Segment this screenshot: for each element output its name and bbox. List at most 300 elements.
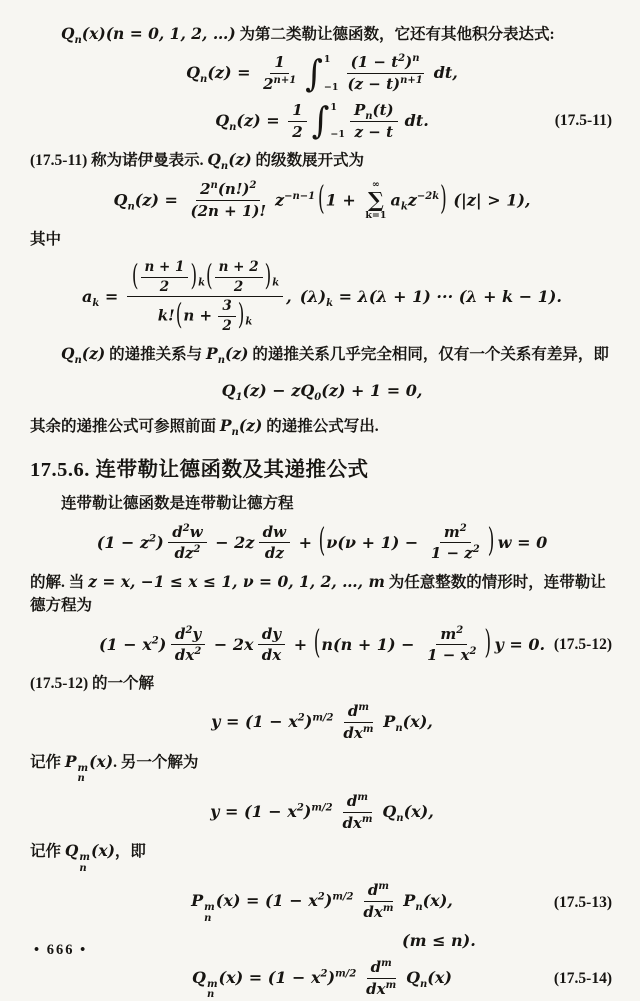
math-text: m xyxy=(443,522,460,541)
denominator xyxy=(230,278,247,296)
display-formula xyxy=(30,53,614,94)
math-text: d xyxy=(175,624,186,643)
formula-math xyxy=(99,625,545,666)
math-text: P xyxy=(206,344,218,364)
text-run: 为任意整数的情形时，连带勒让德方程为 xyxy=(30,574,606,615)
upper-limit: ∞ xyxy=(371,178,380,190)
fraction xyxy=(362,958,400,999)
superscript: m xyxy=(381,958,392,970)
math-text: ) xyxy=(156,532,164,552)
math-text: P xyxy=(353,100,366,119)
math-text: (t) xyxy=(372,100,394,119)
text-run: (17.5-12) 的一个解 xyxy=(30,675,154,693)
math-text: w xyxy=(189,522,203,541)
text-run: 其余的递推公式可参照前面 xyxy=(30,418,220,436)
math-text: y = 0. xyxy=(494,634,546,654)
formula-math xyxy=(221,380,423,404)
superscript: 2 xyxy=(456,624,464,636)
math-text: (z) − zQ xyxy=(242,380,315,400)
subscript: n xyxy=(229,121,237,133)
superscript: 2 xyxy=(182,522,190,534)
math-text: Q xyxy=(406,967,421,987)
math-text: (z) xyxy=(81,344,106,364)
fraction xyxy=(359,881,397,922)
formula-math xyxy=(211,702,433,743)
paragraph xyxy=(30,414,614,438)
math-text: ) xyxy=(324,891,333,911)
math-text: d xyxy=(172,522,183,541)
subscript: k xyxy=(245,316,253,328)
denominator xyxy=(154,297,257,335)
page-number: • 666 • xyxy=(34,942,88,958)
fraction xyxy=(187,180,271,221)
subscript: n xyxy=(231,427,239,439)
sup-sub-stack xyxy=(207,980,218,1001)
math-text: dx xyxy=(366,979,386,998)
display-formula xyxy=(30,259,614,336)
paragraph xyxy=(30,342,614,366)
numerator xyxy=(436,625,467,646)
subscript: n xyxy=(77,773,85,785)
equation-number: (17.5-12) xyxy=(553,635,612,653)
numerator xyxy=(168,523,206,544)
paragraph xyxy=(30,839,614,874)
math-text: y xyxy=(192,624,202,643)
fraction xyxy=(339,702,377,743)
math-text: P xyxy=(403,891,416,911)
numerator xyxy=(344,702,373,723)
subscript: n xyxy=(74,35,82,47)
text-run: 的递推公式写出. xyxy=(262,418,379,436)
sup-sub-stack xyxy=(79,853,90,874)
denominator xyxy=(338,813,376,833)
inline-math xyxy=(207,150,252,173)
numerator xyxy=(127,259,283,298)
superscript: 2 xyxy=(297,712,305,724)
formula-math xyxy=(191,881,453,924)
display-formula xyxy=(30,180,614,222)
superscript: 2 xyxy=(149,532,157,544)
math-text: (x), xyxy=(422,891,453,911)
superscript: m xyxy=(361,813,373,825)
math-text: dx xyxy=(174,646,195,665)
superscript: 2 xyxy=(469,646,477,658)
text-run: (17.5-11) 称为诺伊曼表示. xyxy=(30,152,208,170)
math-text: P xyxy=(219,416,232,436)
subscript: n xyxy=(200,74,208,86)
subscript: n xyxy=(396,812,404,824)
superscript: 2 xyxy=(296,802,304,814)
display-formula xyxy=(30,958,614,1001)
math-text: z − t xyxy=(354,122,394,141)
math-text: 1 + xyxy=(325,189,362,209)
subscript: 1 xyxy=(235,392,243,404)
math-text: d xyxy=(346,791,358,810)
denominator xyxy=(359,902,397,922)
math-text: (x), xyxy=(402,712,433,732)
inline-math xyxy=(64,751,114,785)
superscript: m/2 xyxy=(332,891,354,903)
math-text: n + 1 xyxy=(144,258,185,275)
math-text: Q xyxy=(221,380,236,400)
superscript: 2 xyxy=(249,180,257,192)
numerator xyxy=(350,101,398,122)
equation-number: (17.5-11) xyxy=(554,112,612,129)
numerator xyxy=(258,625,285,646)
superscript: m xyxy=(358,702,369,714)
lower-limit: −1 xyxy=(330,129,345,140)
fraction xyxy=(127,259,283,336)
math-text: 3 xyxy=(222,298,232,315)
math-text: (x) = (1 − x xyxy=(218,967,321,987)
formula-math xyxy=(215,101,429,142)
summation-sign: ∑ xyxy=(367,187,384,213)
text-run: 的递推关系与 xyxy=(105,346,207,364)
superscript: 2 xyxy=(459,522,467,534)
math-text: (x) xyxy=(89,751,114,771)
superscript: m/2 xyxy=(311,802,333,814)
math-text: 2 xyxy=(263,75,274,93)
fraction xyxy=(338,792,376,833)
math-text: (z) xyxy=(238,416,263,436)
subscript: k xyxy=(198,277,206,288)
math-text: a xyxy=(82,286,93,306)
integral-limits xyxy=(324,55,339,92)
numerator xyxy=(347,53,424,74)
math-text: y = (1 − x xyxy=(210,801,297,821)
fraction xyxy=(350,101,398,142)
math-text: ) xyxy=(405,53,413,72)
subscript: n xyxy=(127,201,135,213)
subscript: n xyxy=(420,978,428,990)
math-text: m xyxy=(440,624,457,643)
fraction xyxy=(423,625,480,666)
superscript: m/2 xyxy=(312,712,334,724)
paren: ) xyxy=(484,624,492,663)
numerator xyxy=(270,53,288,74)
text-run: 的递推关系几乎完全相同，仅有一个关系有差异，即 xyxy=(248,346,609,364)
denominator xyxy=(259,74,300,94)
superscript: m xyxy=(385,979,397,991)
math-text: Q xyxy=(61,24,75,43)
superscript: n+1 xyxy=(273,75,297,86)
denominator xyxy=(288,122,306,142)
math-text: 1 − x xyxy=(427,646,470,665)
integral-limits xyxy=(330,103,345,140)
superscript: m xyxy=(77,762,89,774)
superscript: 2 xyxy=(193,544,201,556)
math-text: (1 − x xyxy=(98,634,152,654)
subscript: n xyxy=(395,723,403,735)
formula-math xyxy=(186,53,458,94)
lower-limit: k=1 xyxy=(365,210,387,222)
paragraph xyxy=(30,228,614,251)
math-text: ) xyxy=(304,712,313,732)
math-text: d xyxy=(367,881,379,900)
math-text: + xyxy=(288,634,313,654)
paragraph xyxy=(30,750,614,785)
math-text: (λ) xyxy=(299,286,327,306)
fraction xyxy=(171,625,205,666)
paren: ( xyxy=(317,180,325,219)
paragraph xyxy=(30,570,614,618)
subscript: k xyxy=(272,277,280,288)
paren: ) xyxy=(190,259,198,294)
denominator xyxy=(171,645,205,665)
math-text: dz xyxy=(264,544,284,563)
text-run: 为第二类勒让德函数，它还有其他积分表达式: xyxy=(235,26,555,43)
numerator xyxy=(171,625,205,646)
superscript: m/2 xyxy=(335,968,357,980)
text-run: . 另一个解为 xyxy=(113,753,199,771)
math-text: = λ(λ + 1) ··· (λ + k − 1). xyxy=(333,286,562,306)
superscript: 2 xyxy=(151,634,159,646)
sup-sub-stack xyxy=(204,903,215,924)
denominator xyxy=(156,278,173,296)
paren: ) xyxy=(440,180,447,219)
math-text: (z) + 1 = 0, xyxy=(321,380,423,400)
math-text: (1 − t xyxy=(350,53,399,72)
superscript: 2 xyxy=(320,968,328,980)
paren: ( xyxy=(313,624,321,663)
denominator xyxy=(339,723,377,743)
math-text: Q xyxy=(61,344,75,364)
superscript: n+1 xyxy=(400,75,423,86)
subscript: n xyxy=(415,902,423,914)
denominator xyxy=(170,543,204,563)
display-formula xyxy=(30,373,614,407)
math-text: dx xyxy=(343,724,363,743)
numerator xyxy=(218,298,235,317)
subscript: k xyxy=(326,297,334,309)
denominator xyxy=(362,979,400,999)
inline-math xyxy=(61,344,106,367)
paragraph xyxy=(30,148,614,172)
text-run: 连带勒让德函数是连带勒让德方程 xyxy=(61,495,294,513)
denominator xyxy=(218,317,235,335)
numerator xyxy=(141,259,189,278)
constraint-note xyxy=(30,931,614,951)
inline-math xyxy=(64,841,115,874)
integral-sign: ∫ xyxy=(311,99,330,143)
math-text: n(n + 1) − xyxy=(321,634,421,654)
integral-sign: ∫ xyxy=(305,51,323,96)
paren: ( xyxy=(131,259,139,294)
math-text: (x), xyxy=(403,801,434,821)
math-text: dt. xyxy=(404,110,429,130)
numerator xyxy=(367,958,396,979)
upper-limit: 1 xyxy=(323,54,331,65)
math-text: z xyxy=(274,189,285,209)
formula-math xyxy=(82,259,562,336)
math-text: Q xyxy=(113,189,128,209)
math-text: ) xyxy=(327,967,336,987)
sup-sub-stack xyxy=(78,764,89,785)
math-text: 1 xyxy=(292,100,303,119)
superscript: m xyxy=(204,902,215,914)
math-text: y = (1 − x xyxy=(211,712,298,732)
math-text: dz xyxy=(174,544,194,563)
subscript: n xyxy=(220,161,229,173)
math-text: (2n + 1)! xyxy=(190,201,267,220)
text-run: ，即 xyxy=(114,843,146,861)
text-run: 的级数展开式为 xyxy=(251,152,365,170)
display-formula xyxy=(30,523,614,564)
integral xyxy=(311,99,345,143)
math-text: 2 xyxy=(200,180,211,199)
math-text: d xyxy=(347,702,359,721)
integral xyxy=(305,51,339,96)
display-formula xyxy=(30,101,614,142)
math-text: (z) = xyxy=(134,189,184,209)
math-text: Q xyxy=(64,841,79,861)
math-text: (x) = (1 − x xyxy=(215,891,318,911)
inline-math xyxy=(61,24,236,47)
formula-math xyxy=(402,931,476,950)
paren: ) xyxy=(487,522,495,561)
paren: ) xyxy=(237,298,245,333)
math-text: z xyxy=(407,189,417,209)
math-text: dy xyxy=(261,624,282,643)
superscript: n xyxy=(412,53,420,65)
section-heading: 17.5.6. 连带勒让德函数及其递推公式 xyxy=(30,458,369,481)
numerator xyxy=(440,523,471,544)
math-text: ν(ν + 1) − xyxy=(326,532,424,552)
math-text: Q xyxy=(192,967,206,987)
math-text: (|z| > 1), xyxy=(453,189,531,209)
superscript: m xyxy=(362,724,374,736)
denominator xyxy=(351,122,397,142)
paragraph xyxy=(30,672,614,695)
math-text: (x)(n = 0, 1, 2, …) xyxy=(81,24,236,43)
denominator xyxy=(258,645,285,665)
subscript: n xyxy=(365,110,373,122)
formula-math xyxy=(192,958,452,1001)
numerator xyxy=(196,180,260,201)
math-text: (m ≤ n). xyxy=(402,931,476,951)
text-run: 记作 xyxy=(30,753,65,771)
superscript: m xyxy=(79,852,90,864)
math-text: 2 xyxy=(159,278,170,295)
denominator xyxy=(423,645,480,665)
math-text: (z) = xyxy=(236,110,286,130)
formula-math xyxy=(210,792,434,833)
text-run: 其中 xyxy=(30,231,62,249)
math-text: dx xyxy=(363,903,383,922)
math-text: 1 xyxy=(274,53,285,72)
superscript: m xyxy=(357,791,368,803)
math-text: n + 2 xyxy=(218,258,259,275)
math-text: ) xyxy=(303,801,312,821)
math-text: P xyxy=(64,751,77,771)
math-text: Q xyxy=(186,63,201,82)
subscript: k xyxy=(400,201,408,213)
paren: ( xyxy=(318,522,326,561)
equation-number: (17.5-14) xyxy=(553,970,612,988)
fraction xyxy=(258,625,285,666)
denominator xyxy=(187,201,271,221)
superscript: m xyxy=(382,903,394,915)
paragraph xyxy=(30,492,614,515)
numerator xyxy=(343,792,372,813)
superscript: 2 xyxy=(472,544,480,556)
text-run: 记作 xyxy=(30,843,65,861)
equation-number: (17.5-13) xyxy=(553,893,612,911)
superscript: 2 xyxy=(194,646,202,658)
math-text: dx xyxy=(342,813,362,832)
math-text: dt, xyxy=(433,63,458,82)
formula-math xyxy=(114,180,531,222)
math-text: dw xyxy=(262,522,287,541)
math-text: (z) xyxy=(224,344,249,364)
math-text: = xyxy=(99,286,124,306)
fraction xyxy=(259,523,290,564)
subscript: k xyxy=(92,297,100,309)
fraction xyxy=(218,298,235,335)
math-text: P xyxy=(383,712,396,732)
math-text: (n!) xyxy=(217,180,250,199)
fraction xyxy=(215,259,263,296)
subscript: n xyxy=(217,355,225,367)
paren: ) xyxy=(264,259,272,294)
math-text: (z − t) xyxy=(347,75,401,93)
math-text: 1 − z xyxy=(430,544,473,563)
numerator xyxy=(288,101,306,122)
math-text: (z) = xyxy=(207,63,257,82)
subscript: n xyxy=(74,355,82,367)
display-formula xyxy=(30,792,614,833)
math-text: Q xyxy=(215,110,230,130)
math-text: 2 xyxy=(292,122,303,141)
subscript: 0 xyxy=(314,392,322,404)
superscript: 2 xyxy=(185,624,193,636)
math-text: − 2x xyxy=(208,634,254,654)
math-text: (z) xyxy=(228,150,252,170)
superscript: n xyxy=(210,180,218,192)
superscript: −n−1 xyxy=(284,190,316,202)
summation xyxy=(365,180,386,222)
superscript: m xyxy=(378,881,389,893)
math-text: (1 − z xyxy=(96,532,150,552)
denominator xyxy=(261,543,288,563)
superscript: 2 xyxy=(398,53,406,65)
paragraph xyxy=(30,22,614,46)
formula-math xyxy=(97,523,548,564)
numerator xyxy=(259,523,290,544)
math-text: d xyxy=(370,958,382,977)
math-text: , xyxy=(286,286,292,306)
math-text: k! xyxy=(157,306,175,325)
superscript: 2 xyxy=(317,891,325,903)
lower-limit: −1 xyxy=(323,81,339,93)
math-text: + xyxy=(293,532,318,552)
upper-limit: 1 xyxy=(330,101,337,113)
paren: ( xyxy=(175,298,183,333)
math-text: P xyxy=(191,891,204,911)
math-text: n + xyxy=(183,306,218,325)
denominator xyxy=(343,74,426,94)
math-text: 2 xyxy=(222,318,232,335)
inline-math xyxy=(206,344,249,367)
display-formula xyxy=(30,625,614,666)
math-text: Q xyxy=(207,150,221,170)
math-text: w = 0 xyxy=(497,532,548,552)
fraction xyxy=(168,523,206,564)
subscript: n xyxy=(206,989,215,1001)
numerator xyxy=(215,259,263,278)
math-text: 2 xyxy=(233,278,244,295)
fraction xyxy=(427,523,484,564)
